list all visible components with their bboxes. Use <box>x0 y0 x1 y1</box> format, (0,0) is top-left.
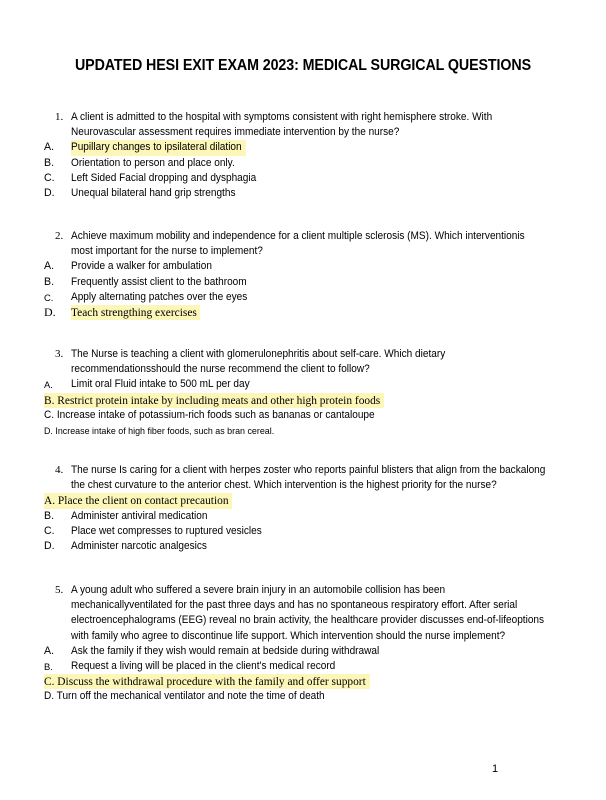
question-1 <box>0 110 606 201</box>
option-c <box>0 524 606 539</box>
option-a <box>0 259 606 274</box>
question-stem <box>0 583 606 644</box>
option-text: Administer narcotic analgesics <box>71 539 207 552</box>
option-text-highlighted: Teach strengthing exercises <box>71 305 201 320</box>
option-b <box>0 659 606 674</box>
option-b <box>0 509 606 524</box>
option-text-highlighted: A. Place the client on contact precaution <box>44 493 232 508</box>
option-label: B. <box>44 275 55 288</box>
question-4 <box>0 463 606 554</box>
option-text-highlighted: B. Restrict protein intake by including meats and other high protein foods <box>44 393 384 408</box>
option-c <box>0 290 606 305</box>
option-label: A. <box>44 260 55 273</box>
option-text: Apply alternating patches over the eyes <box>71 290 248 303</box>
option-text: Orientation to person and place only. <box>71 156 235 169</box>
question-text: The nurse Is caring for a client with herpes zoster who reports painful blisters that align from the backalong the chest curvature to the anterior chest. Which intervention is the highest priority for the nurse? <box>71 464 546 492</box>
option-label: B. <box>44 509 55 522</box>
question-2 <box>0 229 606 320</box>
option-text: Provide a walker for ambulation <box>71 260 212 273</box>
document-title: UPDATED HESI EXIT EXAM 2023: MEDICAL SURGICAL QUESTIONS <box>74 57 532 74</box>
option-d <box>0 539 606 554</box>
option-text: Limit oral Fluid intake to 500 mL per day <box>71 378 250 391</box>
option-label: A. <box>44 644 55 657</box>
option-c <box>0 674 606 689</box>
option-label: C. <box>44 291 54 303</box>
option-a <box>0 644 606 659</box>
option-b <box>0 156 606 171</box>
option-text: Ask the family if they wish would remain at bedside during withdrawal <box>71 644 380 657</box>
option-label: D. <box>44 186 55 199</box>
question-number: 1. <box>55 111 64 123</box>
option-text: C. Increase intake of potassium-rich foods such as bananas or cantaloupe <box>44 408 375 421</box>
question-stem <box>0 229 606 259</box>
option-text-highlighted: Pupillary changes to ipsilateral dilation <box>71 140 245 155</box>
option-a <box>0 140 606 155</box>
option-label: A. <box>44 141 55 154</box>
question-text: A client is admitted to the hospital with symptoms consistent with right hemisphere stroke. With Neurovascular assessment requires immediate intervention by the nurse? <box>71 111 493 139</box>
option-b <box>0 275 606 290</box>
option-label: D. <box>44 304 56 319</box>
question-number: 4. <box>55 464 64 476</box>
question-text: A young adult who suffered a severe brain injury in an automobile collision has been mechanicallyventilated for the past three days and has no spontaneous respiratory effort. After serial electroencephalograms (EEG) reveal no brain activity, the healthcare provider discusses end-of-lifeoptions with family who agree to discontinue life support. Which intervention should the nurse implement? <box>71 584 545 642</box>
question-3 <box>0 347 606 438</box>
option-text: Place wet compresses to ruptured vesicles <box>71 524 262 537</box>
option-text: Frequently assist client to the bathroom <box>71 275 247 288</box>
option-d <box>0 186 606 201</box>
question-stem <box>0 463 606 493</box>
question-number: 5. <box>55 584 64 596</box>
option-label: C. <box>44 171 55 184</box>
question-number: 2. <box>55 230 64 242</box>
question-stem <box>0 110 606 140</box>
option-text-highlighted: C. Discuss the withdrawal procedure with the family and offer support <box>44 674 370 689</box>
option-a <box>0 377 606 392</box>
question-text: Achieve maximum mobility and independence for a client multiple sclerosis (MS). Which interventionis most important for the nurse to implement? <box>71 230 525 258</box>
option-label: C. <box>44 524 55 537</box>
option-a <box>0 493 606 508</box>
option-c <box>0 408 606 423</box>
question-text: The Nurse is teaching a client with glomerulonephritis about self-care. Which dietary recommendationsshould the nurse recommend the client to follow? <box>71 348 446 376</box>
option-d <box>0 423 606 438</box>
question-stem <box>0 347 606 377</box>
option-text: Left Sided Facial dropping and dysphagia <box>71 171 257 184</box>
option-text: D. Turn off the mechanical ventilator and note the time of death <box>44 690 325 703</box>
option-text: Request a living will be placed in the client's medical record <box>71 660 336 672</box>
option-text: Unequal bilateral hand grip strengths <box>71 186 236 199</box>
option-label: D. <box>44 539 55 552</box>
option-d <box>0 305 606 320</box>
page-number: 1 <box>492 763 499 775</box>
option-text: Administer antiviral medication <box>71 509 208 522</box>
question-5 <box>0 583 606 705</box>
option-label: A. <box>44 379 53 391</box>
option-b <box>0 393 606 408</box>
option-label: B. <box>44 661 53 672</box>
option-text: D. Increase intake of high fiber foods, such as bran cereal. <box>44 424 275 436</box>
option-d <box>0 689 606 704</box>
question-number: 3. <box>55 348 64 360</box>
option-c <box>0 171 606 186</box>
option-label: B. <box>44 156 55 169</box>
